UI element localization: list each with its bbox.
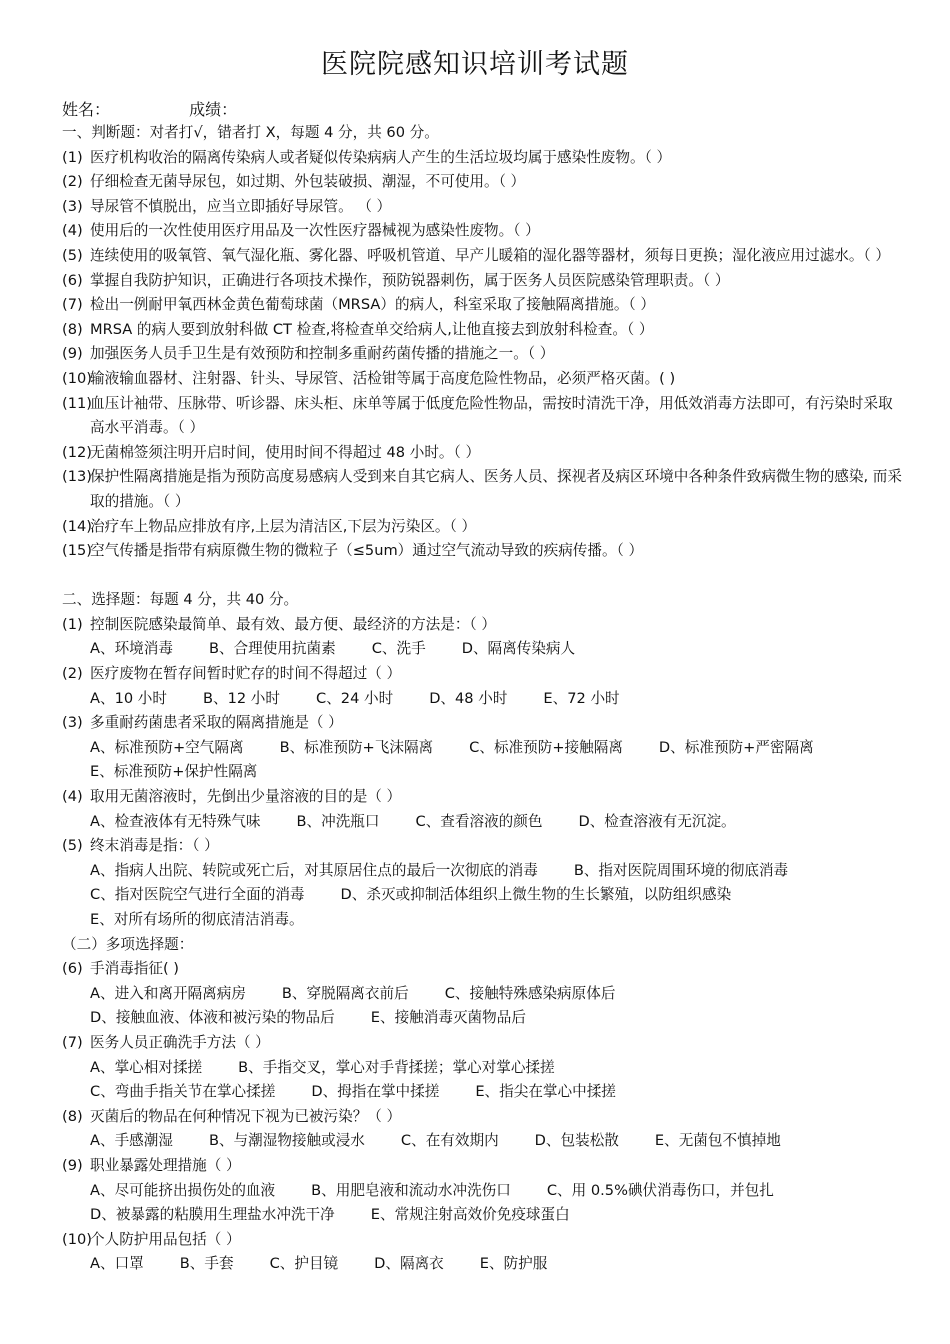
option-line xyxy=(62,1080,902,1105)
question-item xyxy=(62,170,902,195)
question-text: 无菌棉签须注明开启时间，使用时间不得超过 48 小时。（ ） xyxy=(90,443,481,461)
option: B、指对医院周围环境的彻底消毒 xyxy=(573,861,789,879)
question-number: (15) xyxy=(62,542,92,560)
question-text: 灭菌后的物品在何种情况下视为已被污染？（ ） xyxy=(90,1107,402,1125)
option-line xyxy=(62,859,902,884)
question-number: (3) xyxy=(62,197,83,215)
question-item xyxy=(62,146,902,171)
option: A、环境消毒 xyxy=(90,640,173,658)
question-item xyxy=(62,465,902,514)
option: C、指对医院空气进行全面的消毒 xyxy=(90,886,305,904)
question-number: (13) xyxy=(62,468,92,486)
question-text: 多重耐药菌患者采取的隔离措施是（ ） xyxy=(90,714,343,732)
option-line xyxy=(62,687,902,712)
question-number: (2) xyxy=(62,665,83,683)
question-item xyxy=(62,1228,902,1253)
question-text: 加强医务人员手卫生是有效预防和控制多重耐药菌传播的措施之一。（ ） xyxy=(90,345,555,363)
question-text: 治疗车上物品应排放有序,上层为清洁区,下层为污染区。（ ） xyxy=(90,517,477,535)
exam-content xyxy=(62,121,902,1277)
question-item xyxy=(62,711,902,736)
option: B、用肥皂液和流动水冲洗伤口 xyxy=(311,1181,511,1199)
single-choice-list xyxy=(62,613,902,933)
question-item xyxy=(62,662,902,687)
question-number: (1) xyxy=(62,148,83,166)
option: A、检查液体有无特殊气味 xyxy=(90,812,261,830)
option: B、标准预防+飞沫隔离 xyxy=(279,738,434,756)
question-item xyxy=(62,195,902,220)
question-text: 检出一例耐甲氧西林金黄色葡萄球菌（MRSA）的病人，科室采取了接触隔离措施。（ ） xyxy=(90,296,655,314)
question-item xyxy=(62,318,902,343)
question-number: (14) xyxy=(62,517,92,535)
option-line xyxy=(62,760,902,785)
option-line xyxy=(62,736,902,761)
question-text: 职业暴露处理措施（ ） xyxy=(90,1156,241,1174)
question-item xyxy=(62,367,902,392)
option-line xyxy=(62,1129,902,1154)
option: D、接触血液、体液和被污染的物品后 xyxy=(90,1009,335,1027)
option: C、接触特殊感染病原体后 xyxy=(444,984,616,1002)
option: E、接触消毒灭菌物品后 xyxy=(370,1009,526,1027)
option: E、无菌包不慎掉地 xyxy=(654,1132,781,1150)
option: E、对所有场所的彻底清洁消毒。 xyxy=(90,911,304,928)
name-label: 姓名： xyxy=(62,100,111,119)
option: E、标准预防+保护性隔离 xyxy=(90,763,258,781)
question-item xyxy=(62,1105,902,1130)
option-line xyxy=(62,1006,902,1031)
option: A、手感潮湿 xyxy=(90,1132,173,1150)
section-2-heading: 二、选择题：每题 4 分，共 40 分。 xyxy=(62,591,299,609)
question-item xyxy=(62,515,902,540)
option-line xyxy=(62,982,902,1007)
option: C、标准预防+接触隔离 xyxy=(469,738,623,756)
question-number: (10) xyxy=(62,1230,92,1248)
question-number: (7) xyxy=(62,1033,83,1051)
option: C、护目镜 xyxy=(269,1255,339,1273)
option: D、隔离传染病人 xyxy=(461,640,576,658)
question-number: (5) xyxy=(62,837,83,855)
question-number: (4) xyxy=(62,222,83,240)
question-text: 手消毒指征( ) xyxy=(90,960,179,978)
option: B、冲洗瓶口 xyxy=(296,812,380,830)
question-text: 终末消毒是指：（ ） xyxy=(90,837,219,855)
question-number: (8) xyxy=(62,1107,83,1125)
question-text: 使用后的一次性使用医疗用品及一次性医疗器械视为感染性废物。（ ） xyxy=(90,222,540,240)
option: C、弯曲手指关节在掌心揉搓 xyxy=(90,1083,276,1101)
question-item xyxy=(62,834,902,859)
option: D、被暴露的粘膜用生理盐水冲洗干净 xyxy=(90,1206,335,1224)
option: E、防护服 xyxy=(479,1255,548,1273)
score-label: 成绩： xyxy=(189,100,238,119)
question-text: 个人防护用品包括（ ） xyxy=(90,1230,241,1248)
option: A、口罩 xyxy=(90,1255,144,1273)
option: A、掌心相对揉搓 xyxy=(90,1058,203,1076)
option: A、进入和离开隔离病房 xyxy=(90,984,246,1002)
question-text: 医务人员正确洗手方法（ ） xyxy=(90,1033,270,1051)
option: C、查看溶液的颜色 xyxy=(415,812,543,830)
option-line xyxy=(62,1203,902,1228)
question-number: (6) xyxy=(62,960,83,978)
question-item xyxy=(62,1031,902,1056)
option-line xyxy=(62,1252,902,1277)
option: D、48 小时 xyxy=(429,689,508,707)
question-number: (1) xyxy=(62,615,83,633)
option: B、与潮湿物接触或浸水 xyxy=(208,1132,365,1150)
question-number: (4) xyxy=(62,788,83,806)
question-item xyxy=(62,342,902,367)
student-info xyxy=(62,97,237,120)
question-item xyxy=(62,613,902,638)
option: D、杀灭或抑制活体组织上微生物的生长繁殖，以防组织感染 xyxy=(340,886,732,904)
multi-choice-heading: （二）多项选择题： xyxy=(62,935,194,953)
question-item xyxy=(62,219,902,244)
question-number: (5) xyxy=(62,246,83,264)
question-text: 取用无菌溶液时，先倒出少量溶液的目的是（ ） xyxy=(90,788,402,806)
option: C、洗手 xyxy=(371,640,426,658)
question-text: 输液输血器材、注射器、针头、导尿管、活检钳等属于高度危险性物品，必须严格灭菌。( ) xyxy=(90,369,676,387)
option: D、包装松散 xyxy=(534,1132,619,1150)
option: D、拇指在掌中揉搓 xyxy=(311,1083,440,1101)
option-line xyxy=(62,810,902,835)
option-line xyxy=(62,908,902,933)
question-text: 控制医院感染最简单、最有效、最方便、最经济的方法是：（ ） xyxy=(90,615,496,633)
option: A、指病人出院、转院或死亡后，对其原居住点的最后一次彻底的消毒 xyxy=(90,861,538,879)
spacer xyxy=(62,564,902,589)
question-number: (9) xyxy=(62,345,83,363)
question-text: 空气传播是指带有病原微生物的微粒子（≤5um）通过空气流动导致的疾病传播。（ ） xyxy=(90,542,644,560)
question-text: 血压计袖带、压脉带、听诊器、床头柜、床单等属于低度危险性物品，需按时清洗干净，用低效消毒方法即可，有污染时采取高水平消毒。（ ） xyxy=(90,394,893,437)
question-item xyxy=(62,1154,902,1179)
question-text: MRSA 的病人要到放射科做 CT 检查,将检查单交给病人,让他直接去到放射科检查。（ ） xyxy=(90,320,654,338)
question-text: 掌握自我防护知识，正确进行各项技术操作，预防锐器刺伤，属于医务人员医院感染管理职责。（ ） xyxy=(90,271,730,289)
option-line xyxy=(62,883,902,908)
option: A、标准预防+空气隔离 xyxy=(90,738,244,756)
question-number: (6) xyxy=(62,271,83,289)
section-1-heading: 一、判断题：对者打√，错者打 X，每题 4 分，共 60 分。 xyxy=(62,124,439,141)
option-line xyxy=(62,637,902,662)
question-number: (8) xyxy=(62,320,83,338)
true-false-list xyxy=(62,146,902,564)
option: E、72 小时 xyxy=(543,689,620,707)
question-text: 医疗废物在暂存间暂时贮存的时间不得超过（ ） xyxy=(90,665,402,683)
question-item xyxy=(62,957,902,982)
question-text: 仔细检查无菌导尿包，如过期、外包装破损、潮湿，不可使用。（ ） xyxy=(90,173,526,191)
option-line xyxy=(62,1056,902,1081)
question-number: (9) xyxy=(62,1156,83,1174)
question-text: 导尿管不慎脱出，应当立即插好导尿管。 （ ） xyxy=(90,197,392,215)
option: B、穿脱隔离衣前后 xyxy=(281,984,409,1002)
question-item xyxy=(62,441,902,466)
option: E、常规注射高效价免疫球蛋白 xyxy=(370,1206,570,1224)
option-line xyxy=(62,1179,902,1204)
option: B、合理使用抗菌素 xyxy=(208,640,336,658)
question-item xyxy=(62,539,902,564)
question-text: 保护性隔离措施是指为预防高度易感病人受到来自其它病人、医务人员、探视者及病区环境中各种条件致病微生物的感染, 而采取的措施。（ ） xyxy=(90,468,902,510)
question-item xyxy=(62,785,902,810)
question-item xyxy=(62,269,902,294)
page-title: 医院院感知识培训考试题 xyxy=(321,49,629,80)
option: B、12 小时 xyxy=(202,689,280,707)
option: D、标准预防+严密隔离 xyxy=(658,738,814,756)
multi-choice-list xyxy=(62,957,902,1277)
option: C、24 小时 xyxy=(316,689,394,707)
question-text: 连续使用的吸氧管、氧气湿化瓶、雾化器、呼吸机管道、早产儿暖箱的湿化器等器材，须每日更换；湿化液应用过滤水。（ ） xyxy=(90,246,891,264)
question-number: (2) xyxy=(62,173,83,191)
option: D、隔离衣 xyxy=(374,1255,444,1273)
option: D、检查溶液有无沉淀。 xyxy=(578,812,736,830)
question-text: 医疗机构收治的隔离传染病人或者疑似传染病病人产生的生活垃圾均属于感染性废物。（ ） xyxy=(90,148,672,166)
question-number: (10) xyxy=(62,369,92,387)
question-item xyxy=(62,392,902,441)
option: A、尽可能挤出损伤处的血液 xyxy=(90,1181,276,1199)
question-number: (12) xyxy=(62,443,92,461)
option: B、手指交叉，掌心对手背揉搓；掌心对掌心揉搓 xyxy=(238,1058,555,1076)
question-item xyxy=(62,244,902,269)
option: C、用 0.5%碘伏消毒伤口，并包扎 xyxy=(546,1181,774,1199)
question-number: (3) xyxy=(62,714,83,732)
question-item xyxy=(62,293,902,318)
option: A、10 小时 xyxy=(90,689,167,707)
question-number: (7) xyxy=(62,296,83,314)
question-number: (11) xyxy=(62,394,92,412)
option: C、在有效期内 xyxy=(400,1132,499,1150)
option: E、指尖在掌心中揉搓 xyxy=(475,1083,616,1101)
option: B、手套 xyxy=(179,1255,234,1273)
